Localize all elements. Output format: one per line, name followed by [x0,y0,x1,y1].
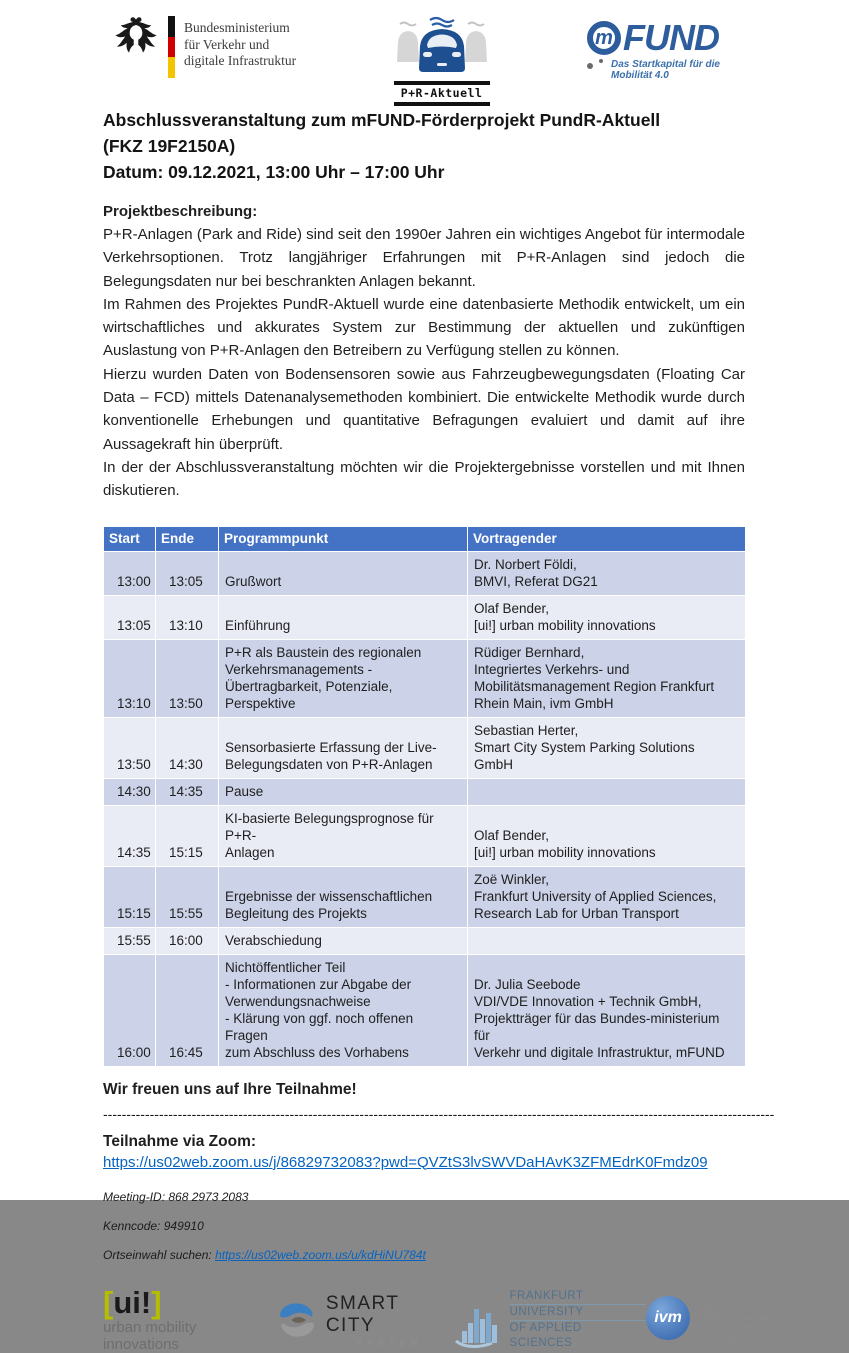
column-header-vortragender: Vortragender [468,526,746,551]
end-cell: 16:45 [156,954,219,1066]
mfund-wordmark: FUND [623,17,719,58]
mfund-emblem: m [587,21,621,55]
end-cell: 13:10 [156,595,219,639]
topic-cell: Ergebnisse der wissenschaftlichen Begleitung des Projekts [219,866,468,927]
agenda-row [104,954,746,1066]
ui-subtitle: urban mobility innovations [103,1318,197,1353]
start-cell: 14:30 [104,778,156,805]
dashed-separator: ------------------------------------------------------------------------------------------------------------------------------------------------ [103,1105,775,1122]
start-cell: 13:10 [104,639,156,717]
agenda-row [104,595,746,639]
mfund-dot [599,59,603,63]
speaker-cell: Olaf Bender, [ui!] urban mobility innovations [468,805,746,866]
frankfurt-uas-bars-icon [454,1305,506,1351]
dial-in-line [103,1248,745,1262]
end-cell: 13:50 [156,639,219,717]
start-cell: 15:55 [104,927,156,954]
start-cell: 13:00 [104,551,156,595]
topic-cell: KI-basierte Belegungsprognose für P+R- Anlagen [219,805,468,866]
pr-aktuell-logo [394,14,490,106]
speaker-cell: Rüdiger Bernhard, Integriertes Verkehrs- und Mobilitätsmanagement Region Frankfurt Rhein Main, ivm GmbH [468,639,746,717]
end-cell: 15:15 [156,805,219,866]
topic-cell: Verabschiedung [219,927,468,954]
agenda-row [104,717,746,778]
agenda-row [104,866,746,927]
smartcity-swoosh-icon [275,1300,319,1340]
smartcity-system-label: SYSTEM [356,1337,424,1348]
start-cell: 13:50 [104,717,156,778]
event-date: Datum: 09.12.2021, 13:00 Uhr – 17:00 Uhr [103,162,445,182]
kenncode: Kenncode: 949910 [103,1218,204,1233]
start-cell: 13:05 [104,595,156,639]
topic-cell: Pause [219,778,468,805]
agenda-table [103,526,746,1067]
german-flag-stripe [168,16,175,78]
mfund-dot [587,63,593,69]
end-cell: 15:55 [156,866,219,927]
meeting-id: Meeting-ID: 868 2973 2083 [103,1189,249,1204]
topic-cell: P+R als Baustein des regionalen Verkehrsmanagements - Übertragbarkeit, Potenziale, Perspektive [219,639,468,717]
speaker-cell [468,927,746,954]
dial-in-label: Ortseinwahl suchen: [103,1247,216,1262]
description-paragraph: In der der Abschlussveranstaltung möchten wir die Projektergebnisse vorstellen und mit Ihnen diskutieren. [103,458,745,500]
speaker-cell [468,778,746,805]
topic-cell: Einführung [219,595,468,639]
bmvi-logo-text: Bundesministerium für Verkehr und digitale Infrastruktur [184,20,297,68]
start-cell: 15:15 [104,866,156,927]
ivm-description: Integriertes Verkehrs- und Mobilitätsmanagement Region Frankfurt RheinMain [698,1302,799,1343]
agenda-row [104,639,746,717]
ui-logo [103,1284,275,1353]
zoom-meeting-link[interactable]: https://us02web.zoom.us/j/86829732083?pwd=QVZtS3lvSWVDaHAvK3ZFMEdrK0Fmdz09 [103,1153,708,1171]
topic-cell: Nichtöffentlicher Teil - Informationen zur Abgabe der Verwendungsnachweise - Klärung von ggf. noch offenen Fragen zum Abschluss des Vorhabens [219,954,468,1066]
event-title: Abschlussveranstaltung zum mFUND-Förderprojekt PundR-Aktuell [103,110,661,130]
speaker-cell: Dr. Julia Seebode VDI/VDE Innovation + Technik GmbH, Projektträger für das Bundes-ministerium für Verkehr und digitale Infrastruktur, mFUND [468,954,746,1066]
description-paragraph: Hierzu wurden Daten von Bodensensoren sowie aus Fahrzeugbewegungsdaten (Floating Car Data – FCD) mittels Datenanalysemethoden kombiniert. Die entwickelte Methodik wurde durch konventionelle Erhebungen und quantitative Befragungen evaluiert und damit auf ihre Aussagekraft hin überprüft. [103,365,745,453]
end-cell: 14:30 [156,717,219,778]
ui-brand: [ui!] [103,1284,162,1320]
section-heading-projektbeschreibung: Projektbeschreibung: [103,203,258,220]
end-cell: 14:35 [156,778,219,805]
start-cell: 14:35 [104,805,156,866]
topic-cell: Grußwort [219,551,468,595]
header-logos [103,0,745,100]
description-paragraph: P+R-Anlagen (Park and Ride) sind seit den 1990er Jahren ein wichtiges Angebot für intermodale Verkehrsoptionen. Trotz langjähriger Erfahrungen mit P+R-Anlagen sind jedoch die Belegungsdaten nur bei beschrankten Anlagen bekannt. [103,226,745,290]
dial-in-link[interactable]: https://us02web.zoom.us/u/kdHiNU784t [215,1247,426,1262]
speaker-cell: Dr. Norbert Földi, BMVI, Referat DG21 [468,551,746,595]
smartcity-logo [275,1293,454,1348]
column-header-ende: Ende [156,526,219,551]
mfund-tagline: Das Startkapital für die Mobilität 4.0 [587,59,745,81]
frankfurt-uas-logo [454,1289,647,1351]
speaker-cell: Olaf Bender, [ui!] urban mobility innovations [468,595,746,639]
speaker-cell: Sebastian Herter, Smart City System Parking Solutions GmbH [468,717,746,778]
closing-line: Wir freuen uns auf Ihre Teilnahme! [103,1080,357,1098]
ivm-circle-emblem: ivm [646,1296,690,1340]
column-header-programmpunkt: Programmpunkt [219,526,468,551]
smartcity-wordmark: SMART CITY [325,1292,400,1336]
end-cell: 16:00 [156,927,219,954]
mfund-logo [587,17,745,81]
agenda-row [104,805,746,866]
agenda-header-row [104,526,746,551]
car-sensor-icon [394,14,490,76]
end-cell: 13:05 [156,551,219,595]
agenda-row [104,778,746,805]
description-paragraph: Im Rahmen des Projektes PundR-Aktuell wurde eine datenbasierte Methodik entwickelt, um ein wirtschaftliches und akkurates System zur Bestimmung der aktuellen und zukünftigen Auslastung von P+R-Anlagen den Betreibern zu Verfügung stellen zu können. [103,295,745,360]
topic-cell: Sensorbasierte Erfassung der Live- Belegungsdaten von P+R-Anlagen [219,717,468,778]
ivm-logo [646,1296,805,1344]
agenda-row [104,927,746,954]
bmvi-logo [113,14,296,78]
federal-eagle-icon [113,14,159,56]
pr-aktuell-label: P+R-Aktuell [394,81,490,106]
start-cell: 16:00 [104,954,156,1066]
agenda-row [104,551,746,595]
frankfurt-line: UNIVERSITY [510,1304,647,1320]
event-title-block [103,107,745,185]
event-fkz: (FKZ 19F2150A) [103,136,236,156]
frankfurt-line: FRANKFURT [509,1290,584,1303]
column-header-start: Start [104,526,156,551]
zoom-heading: Teilnahme via Zoom: [103,1132,257,1150]
frankfurt-line: OF APPLIED SCIENCES [510,1320,647,1351]
speaker-cell: Zoë Winkler, Frankfurt University of Applied Sciences, Research Lab for Urban Transport [468,866,746,927]
footer-logos [103,1284,805,1353]
